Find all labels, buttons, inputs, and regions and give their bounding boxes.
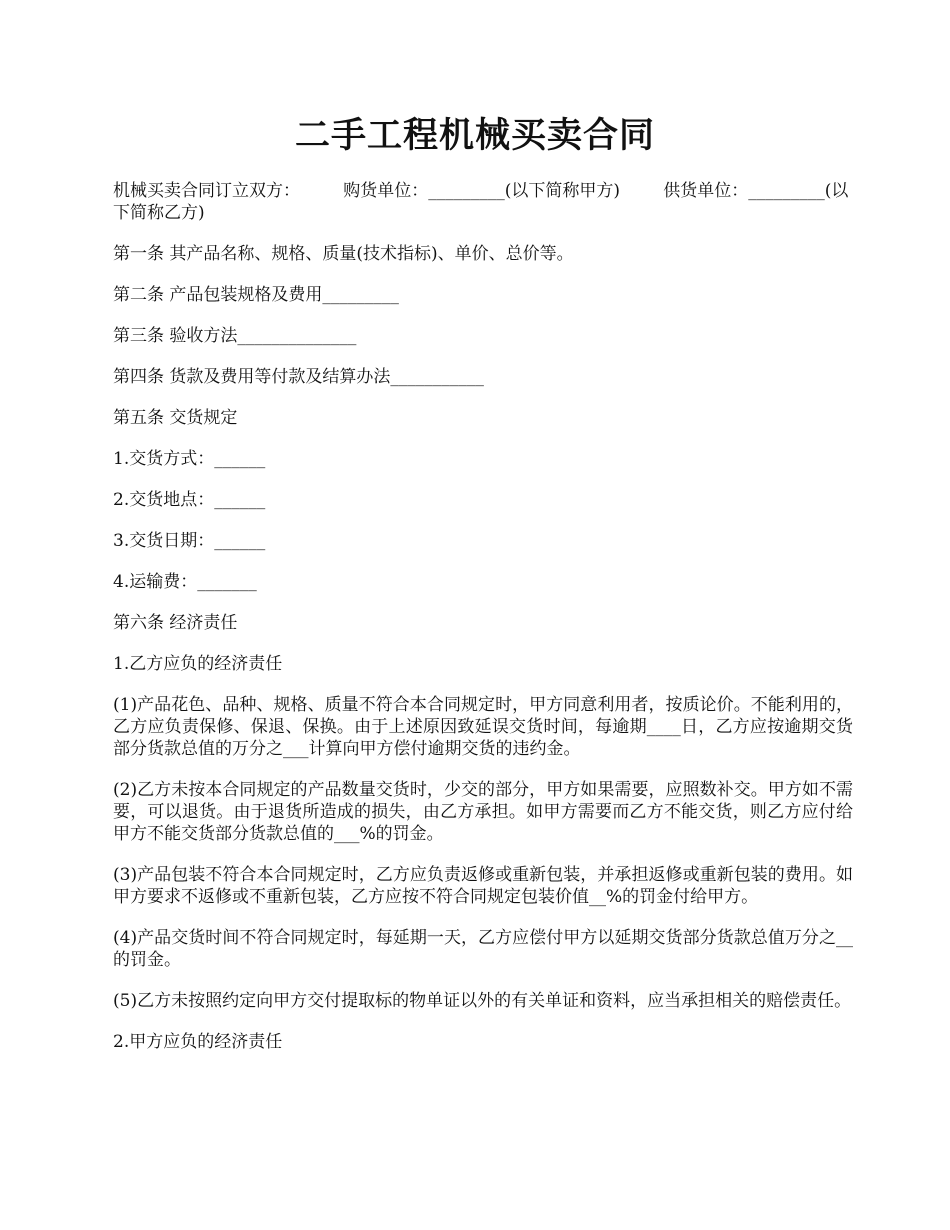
delivery-date: 3.交货日期：______ bbox=[113, 531, 266, 551]
delivery-location: 2.交货地点：______ bbox=[113, 490, 266, 510]
article-6: 第六条 经济责任 bbox=[113, 613, 238, 633]
party-b-liability-1: (1)产品花色、品种、规格、质量不符合本合同规定时，甲方同意利用者，按质论价。不能利用的，乙方应负责保修、保退、保换。由于上述原因致延误交货时间，每逾期____日，乙方应按逾期交货部分货款总值的万分之___计算向甲方偿付逾期交货的违约金。 bbox=[113, 695, 853, 759]
article-4: 第四条 货款及费用等付款及结算办法___________ bbox=[113, 367, 484, 387]
contract-parties: 机械买卖合同订立双方： 购货单位：_________(以下简称甲方) 供货单位：_________(以下简称乙方) bbox=[113, 181, 849, 223]
article-1: 第一条 其产品名称、规格、质量(技术指标)、单价、总价等。 bbox=[113, 244, 574, 264]
party-b-liability-4: (4)产品交货时间不符合同规定时，每延期一天，乙方应偿付甲方以延期交货部分货款总值万分之__的罚金。 bbox=[113, 928, 853, 970]
delivery-method: 1.交货方式：______ bbox=[113, 449, 266, 469]
document-title: 二手工程机械买卖合同 bbox=[294, 115, 655, 156]
article-2: 第二条 产品包装规格及费用_________ bbox=[113, 285, 399, 305]
party-b-liability-5: (5)乙方未按照约定向甲方交付提取标的物单证以外的有关单证和资料，应当承担相关的赔偿责任。 bbox=[113, 991, 852, 1011]
transport-fee: 4.运输费：_______ bbox=[113, 572, 257, 592]
party-b-liability-2: (2)乙方未按本合同规定的产品数量交货时，少交的部分，甲方如果需要，应照数补交。甲方如不需要，可以退货。由于退货所造成的损失，由乙方承担。如甲方需要而乙方不能交货，则乙方应付给甲方不能交货部分货款总值的___%的罚金。 bbox=[113, 780, 853, 844]
article-3: 第三条 验收方法______________ bbox=[113, 326, 357, 346]
party-b-liability-heading: 1.乙方应负的经济责任 bbox=[113, 654, 283, 674]
article-5: 第五条 交货规定 bbox=[113, 408, 238, 428]
party-a-liability-heading: 2.甲方应负的经济责任 bbox=[113, 1032, 283, 1052]
party-b-liability-3: (3)产品包装不符合本合同规定时，乙方应负责返修或重新包装，并承担返修或重新包装的费用。如甲方要求不返修或不重新包装，乙方应按不符合同规定包装价值__%的罚金付给甲方。 bbox=[113, 865, 853, 907]
document-body bbox=[113, 180, 853, 1072]
